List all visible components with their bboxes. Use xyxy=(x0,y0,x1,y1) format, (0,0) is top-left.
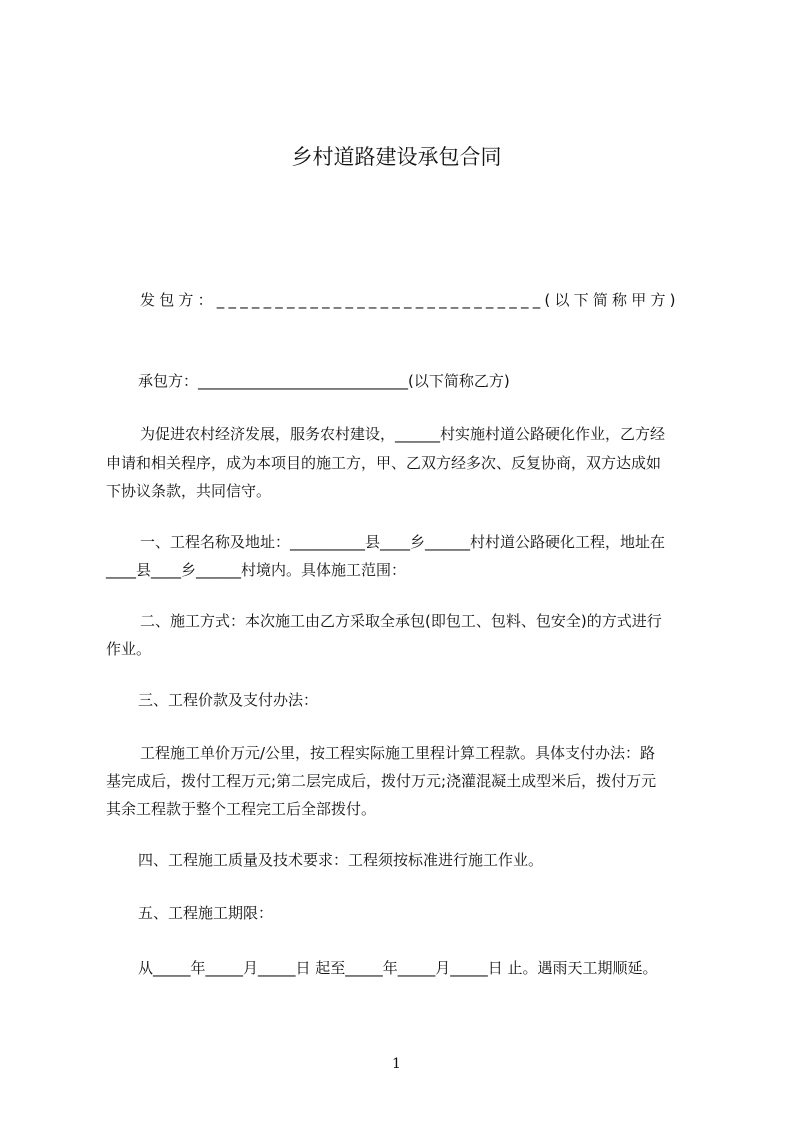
intro-line: 下协议条款，共同信守。 xyxy=(106,482,272,500)
payment-line: 工程施工单价万元/公里，按工程实际施工里程计算工程款。具体支付办法：路 xyxy=(140,744,656,762)
document-title: 乡村道路建设承包合同 xyxy=(291,145,502,169)
clause-2-line: 作业。 xyxy=(106,640,152,658)
clause-1-line: 一、工程名称及地址：__________县____乡______村村道公路硬化工程，地址在 xyxy=(140,533,666,551)
intro-line: 申请和相关程序，成为本项目的施工方，甲、乙双方经多次、反复协商，双方达成如 xyxy=(106,454,662,472)
clause-5-heading: 五、工程施工期限： xyxy=(138,904,274,922)
period-line: 从_____年_____月_____日 起至_____年_____月_____日 止。遇雨天工期顺延。 xyxy=(138,959,658,977)
page-number: 1 xyxy=(392,1056,401,1072)
clause-4-line: 四、工程施工质量及技术要求：工程须按标准进行施工作业。 xyxy=(138,851,544,869)
clause-2-line: 二、施工方式：本次施工由乙方采取全承包(即包工、包料、包安全)的方式进行 xyxy=(140,612,662,630)
payment-line: 基完成后，拨付工程万元;第二层完成后，拨付万元;浇灌混凝土成型米后，拨付万元 xyxy=(106,772,657,790)
party-b-line: 承包方：____________________________(以下简称乙方) xyxy=(138,372,510,390)
clause-1-line: ____县____乡______村境内。具体施工范围： xyxy=(106,561,407,579)
intro-line: 为促进农村经济发展，服务农村建设，______村实施村道公路硬化作业，乙方经 xyxy=(140,425,666,443)
party-a-line: 发包方：____________________________(以下简称甲方) xyxy=(140,291,680,309)
clause-3-heading: 三、工程价款及支付办法： xyxy=(138,691,319,709)
payment-line: 其余工程款于整个工程完工后全部拨付。 xyxy=(106,800,377,818)
